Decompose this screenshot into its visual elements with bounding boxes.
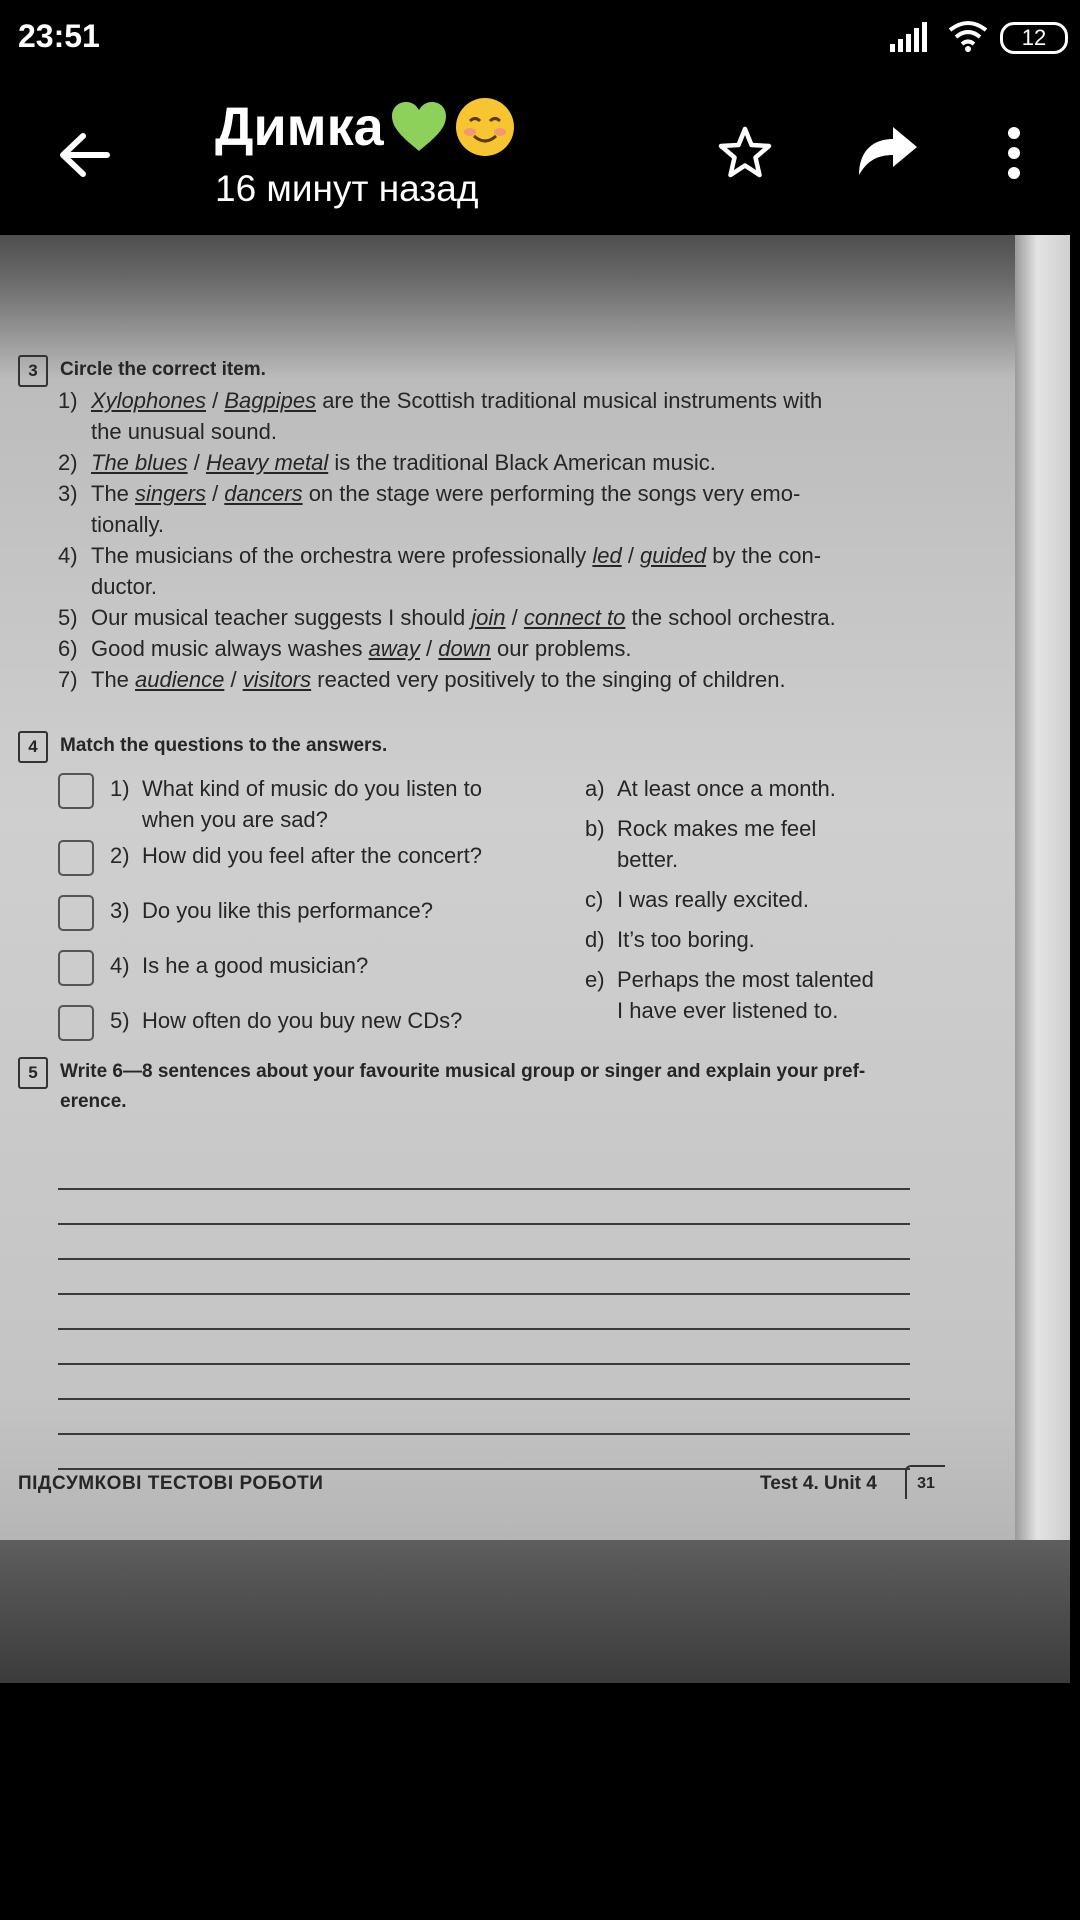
exercise-instruction	[60, 1057, 865, 1117]
item-pre: Our musical teacher suggests I should	[91, 605, 472, 630]
option-a: The blues	[91, 450, 188, 475]
separator: /	[419, 636, 439, 661]
question-row	[58, 895, 528, 931]
exercise-4-questions	[58, 773, 528, 1060]
item-line	[91, 447, 716, 478]
answer-letter: a)	[585, 776, 605, 801]
separator: /	[187, 450, 206, 475]
exercise-3-items	[58, 385, 908, 695]
option-a: away	[368, 636, 420, 661]
question-line: How often do you buy new CDs?	[142, 1008, 463, 1033]
separator: /	[621, 543, 641, 568]
answer-line: Perhaps the most talented	[617, 967, 874, 992]
item-line-2: tionally.	[91, 512, 164, 537]
option-a: led	[592, 543, 622, 568]
item-pre: The	[91, 481, 136, 506]
answer-line: It’s too boring.	[617, 927, 755, 952]
answer-box[interactable]	[58, 895, 94, 931]
writing-line	[58, 1225, 910, 1260]
question-line: Do you like this performance?	[142, 898, 434, 923]
writing-lines	[58, 1155, 910, 1470]
writing-line	[58, 1295, 910, 1330]
item-post: our problems.	[490, 636, 632, 661]
worksheet-page	[0, 295, 1000, 1540]
instruction-line: Write 6—8 sentences about your favourite musical group or singer and explain your pref-	[60, 1061, 866, 1082]
exercise-4-answers	[585, 773, 925, 1035]
item-text	[91, 478, 800, 540]
question-number: 5)	[110, 1008, 130, 1033]
item-line	[91, 602, 836, 633]
question-line-2: when you are sad?	[142, 807, 328, 832]
writing-line	[58, 1330, 910, 1365]
exercise-3-header	[18, 355, 266, 387]
star-icon[interactable]	[712, 120, 778, 186]
answer-letter: c)	[585, 887, 604, 912]
item-number: 6)	[58, 636, 78, 661]
item-number: 7)	[58, 667, 78, 692]
answer-box[interactable]	[58, 773, 94, 809]
chat-title-block[interactable]	[215, 95, 516, 210]
option-b: guided	[640, 543, 707, 568]
question-number: 1)	[110, 776, 130, 801]
item-pre: The musicians of the orchestra were professionally	[91, 543, 593, 568]
question-row	[58, 840, 528, 876]
question-text	[142, 895, 433, 926]
item-text	[91, 633, 631, 664]
item-post: reacted very positively to the singing of children.	[311, 667, 786, 692]
answer-box[interactable]	[58, 950, 94, 986]
answer-line: Rock makes me feel	[617, 816, 817, 841]
option-a: join	[471, 605, 506, 630]
list-item	[58, 385, 908, 447]
item-line	[91, 664, 786, 695]
item-line-2: the unusual sound.	[91, 419, 277, 444]
back-arrow-icon[interactable]	[55, 125, 115, 185]
item-text	[91, 664, 786, 695]
item-line-2: ductor.	[91, 574, 158, 599]
answer-row	[585, 924, 925, 955]
exercise-5-header	[18, 1057, 918, 1117]
answer-line: At least once a month.	[617, 776, 836, 801]
answer-box[interactable]	[58, 840, 94, 876]
answer-row	[585, 884, 925, 915]
green-heart-icon	[390, 101, 448, 153]
question-number: 3)	[110, 898, 130, 923]
option-a: singers	[135, 481, 206, 506]
item-post: on the stage were performing the songs very emo-	[302, 481, 801, 506]
status-bar	[0, 0, 1080, 75]
last-seen: 16 минут назад	[215, 167, 479, 209]
item-text	[91, 385, 822, 447]
exercise-instruction: Match the questions to the answers.	[60, 735, 388, 756]
question-line: How did you feel after the concert?	[142, 843, 482, 868]
answer-line-2: better.	[617, 847, 679, 872]
question-row	[58, 773, 528, 835]
item-line	[91, 478, 800, 509]
smiling-face-icon	[454, 96, 516, 158]
exercise-number: 5	[18, 1057, 48, 1089]
list-item	[58, 478, 908, 540]
battery-icon: 12	[1000, 22, 1068, 54]
list-item	[58, 664, 908, 695]
share-icon[interactable]	[855, 120, 921, 186]
option-b: dancers	[224, 481, 303, 506]
item-post: are the Scottish traditional musical instruments with	[316, 388, 823, 413]
separator: /	[205, 481, 225, 506]
photo-background	[0, 1540, 1070, 1683]
answer-text	[617, 964, 874, 1026]
answer-letter: b)	[585, 816, 605, 841]
question-number: 2)	[110, 843, 130, 868]
answer-row	[585, 964, 925, 1026]
item-text	[91, 602, 836, 633]
answer-text	[617, 773, 836, 804]
question-row	[58, 1005, 528, 1041]
question-number: 4)	[110, 953, 130, 978]
contact-name	[215, 95, 516, 160]
item-number: 4)	[58, 543, 78, 568]
page-number: 31	[905, 1465, 945, 1499]
page-edge	[1015, 235, 1070, 1683]
answer-line-2: I have ever listened to.	[617, 998, 839, 1023]
item-number: 3)	[58, 481, 78, 506]
item-number: 2)	[58, 450, 78, 475]
answer-text	[617, 924, 755, 955]
item-line	[91, 633, 631, 664]
option-b: visitors	[242, 667, 312, 692]
question-text	[142, 840, 482, 871]
item-pre: The	[91, 667, 136, 692]
page-footer-title: ПІДСУМКОВІ ТЕСТОВІ РОБОТИ	[18, 1473, 324, 1494]
writing-line	[58, 1435, 910, 1470]
item-text	[91, 447, 716, 478]
app-bar	[0, 75, 1080, 235]
option-b: connect to	[523, 605, 626, 630]
answer-row	[585, 773, 925, 804]
answer-letter: d)	[585, 927, 605, 952]
option-a: Xylophones	[91, 388, 206, 413]
question-text	[142, 1005, 462, 1036]
item-line	[91, 385, 822, 416]
item-post: the school orchestra.	[625, 605, 836, 630]
list-item	[58, 540, 908, 602]
item-post: is the traditional Black American music.	[328, 450, 716, 475]
answer-row	[585, 813, 925, 875]
separator: /	[224, 667, 243, 692]
instruction-line: erence.	[60, 1091, 127, 1112]
page-footer-unit: Test 4. Unit 4	[760, 1473, 877, 1494]
option-b: down	[438, 636, 491, 661]
exercise-instruction: Circle the correct item.	[60, 359, 266, 380]
list-item	[58, 633, 908, 664]
answer-text	[617, 813, 816, 875]
question-line: What kind of music do you listen to	[142, 776, 482, 801]
question-text	[142, 773, 482, 835]
option-a: audience	[135, 667, 225, 692]
list-item	[58, 447, 908, 478]
separator: /	[505, 605, 524, 630]
item-pre: Good music always washes	[91, 636, 369, 661]
question-row	[58, 950, 528, 986]
writing-line	[58, 1260, 910, 1295]
answer-letter: e)	[585, 967, 605, 992]
exercise-number: 3	[18, 355, 48, 387]
separator: /	[205, 388, 225, 413]
list-item	[58, 602, 908, 633]
question-text	[142, 950, 368, 981]
item-number: 1)	[58, 388, 78, 413]
answer-box[interactable]	[58, 1005, 94, 1041]
item-post: by the con-	[706, 543, 822, 568]
item-line	[91, 540, 821, 571]
question-line: Is he a good musician?	[142, 953, 369, 978]
contact-name-text: Димка	[215, 97, 384, 157]
writing-line	[58, 1365, 910, 1400]
answer-line: I was really excited.	[617, 887, 809, 912]
item-number: 5)	[58, 605, 78, 630]
worksheet-photo[interactable]	[0, 235, 1070, 1683]
more-vert-icon[interactable]	[981, 120, 1047, 186]
item-text	[91, 540, 821, 602]
wifi-icon	[948, 20, 988, 52]
writing-line	[58, 1155, 910, 1190]
option-b: Heavy metal	[205, 450, 329, 475]
exercise-4-header	[18, 731, 387, 763]
signal-icon	[890, 22, 932, 52]
writing-line	[58, 1190, 910, 1225]
answer-text	[617, 884, 809, 915]
writing-line	[58, 1400, 910, 1435]
clock: 23:51	[18, 18, 100, 54]
exercise-number: 4	[18, 731, 48, 763]
option-b: Bagpipes	[224, 388, 317, 413]
